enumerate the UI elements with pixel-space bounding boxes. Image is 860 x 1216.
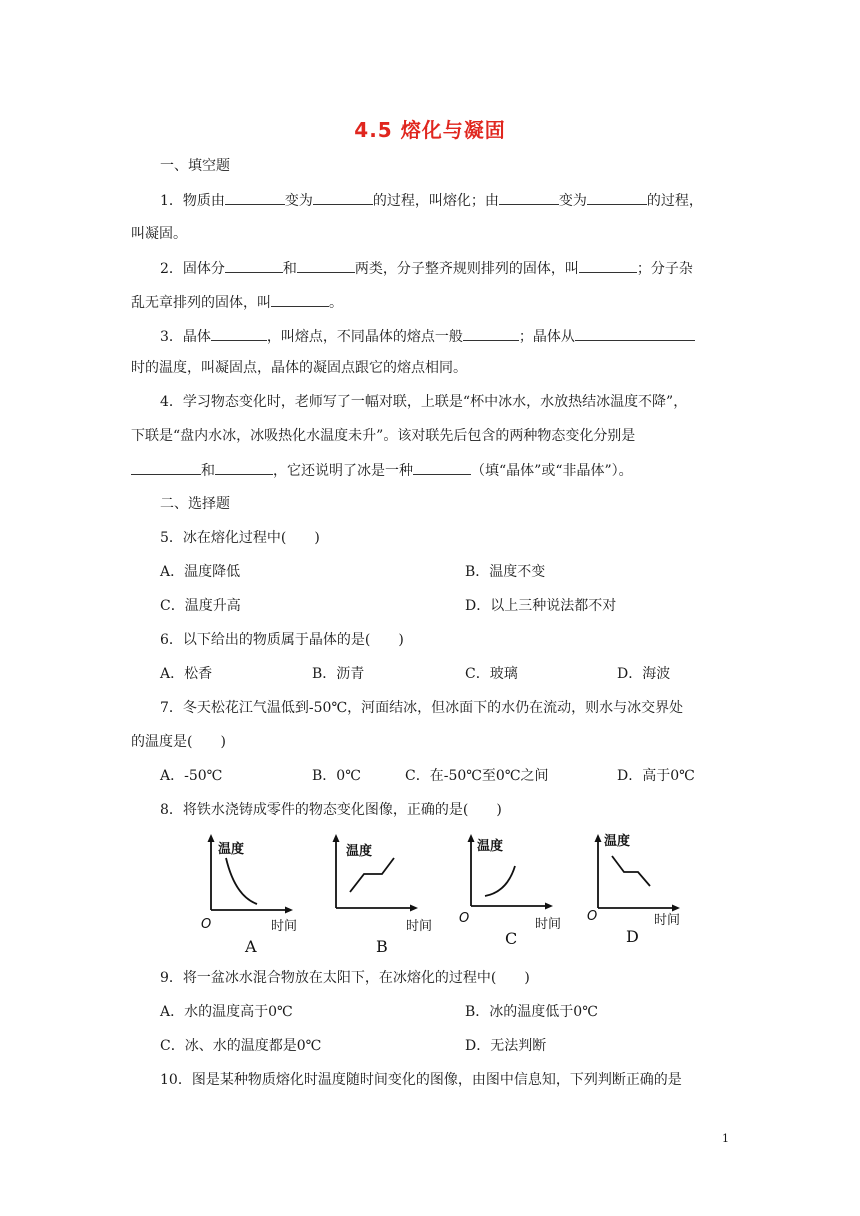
question-4-line-1: 4．学习物态变化时，老师写了一幅对联，上联是“杯中冰水，水放热结冰温度不降”， (160, 394, 688, 410)
y-axis-label: 温度 (346, 844, 373, 859)
y-axis-label: 温度 (477, 839, 504, 854)
q7-option-c[interactable]: C．在-50℃至0℃之间 (405, 768, 549, 784)
q8-graph-d[interactable] (580, 828, 700, 958)
q6-option-d[interactable]: D．海波 (617, 666, 671, 682)
answer-blank[interactable] (579, 258, 637, 273)
question-10-stem: 10．图是某种物质熔化时温度随时间变化的图像，由图中信息知，下列判断正确的是 (160, 1072, 682, 1088)
question-5-stem: 5．冰在熔化过程中( ) (160, 530, 320, 546)
q8-graph-a[interactable] (195, 828, 315, 958)
answer-blank[interactable] (575, 326, 695, 341)
answer-blank[interactable] (131, 460, 201, 475)
answer-blank[interactable] (271, 292, 329, 307)
y-axis-arrow-icon (468, 834, 475, 842)
q6-option-b[interactable]: B．沥青 (312, 666, 365, 682)
q9-option-c[interactable]: C．冰、水的温度都是0℃ (160, 1038, 322, 1054)
q9-option-a[interactable]: A．水的温度高于0℃ (160, 1004, 293, 1020)
origin-label: O (587, 909, 598, 924)
q7-option-a[interactable]: A．-50℃ (160, 768, 223, 784)
question-2-line-2: 乱无章排列的固体，叫 。 (131, 292, 343, 313)
page-title: 4.5 熔化与凝固 (354, 118, 506, 142)
question-3-line-2: 时的温度，叫凝固点，晶体的凝固点跟它的熔点相同。 (131, 360, 467, 376)
x-axis-label: 时间 (271, 919, 298, 934)
y-axis-arrow-icon (333, 834, 340, 842)
question-4-line-3: 和 ，它还说明了冰是一种 （填“晶体”或“非晶体”）。 (131, 460, 633, 481)
q9-option-d[interactable]: D．无法判断 (465, 1038, 547, 1054)
graph-letter: C (505, 929, 518, 948)
question-6-stem: 6．以下给出的物质属于晶体的是( ) (160, 632, 404, 648)
answer-blank[interactable] (211, 326, 267, 341)
answer-blank[interactable] (413, 460, 471, 475)
q9-option-b[interactable]: B．冰的温度低于0℃ (465, 1004, 598, 1020)
page-number: 1 (722, 1132, 729, 1145)
answer-blank[interactable] (215, 460, 273, 475)
x-axis-arrow-icon (410, 905, 418, 912)
q8-graph-c[interactable] (455, 828, 575, 958)
section-heading-fill-in: 一、填空题 (160, 158, 230, 174)
x-axis-label: 时间 (654, 913, 681, 928)
graph-letter: B (376, 937, 388, 956)
answer-blank[interactable] (499, 190, 559, 205)
answer-blank[interactable] (463, 326, 519, 341)
q6-option-c[interactable]: C．玻璃 (465, 666, 518, 682)
origin-label: O (459, 911, 470, 926)
x-axis-arrow-icon (672, 905, 680, 912)
y-axis-label: 温度 (218, 842, 245, 857)
y-axis-label: 温度 (604, 834, 631, 849)
q5-option-d[interactable]: D．以上三种说法都不对 (465, 598, 617, 614)
x-axis-label: 时间 (406, 919, 433, 934)
question-4-line-2: 下联是“盘内水冰，冰吸热化水温度未升”。该对联先后包含的两种物态变化分别是 (131, 428, 636, 444)
answer-blank[interactable] (313, 190, 373, 205)
graph-letter: D (626, 927, 639, 946)
graph-curve (350, 858, 394, 892)
q5-option-c[interactable]: C．温度升高 (160, 598, 241, 614)
question-2-line-1: 2．固体分 和 两类，分子整齐规则排列的固体，叫 ；分子杂 (160, 258, 693, 279)
question-8-stem: 8．将铁水浇铸成零件的物态变化图像，正确的是( ) (160, 802, 502, 818)
x-axis-arrow-icon (545, 903, 553, 910)
q7-option-b[interactable]: B．0℃ (312, 768, 361, 784)
answer-blank[interactable] (225, 190, 285, 205)
question-1-line-1: 1．物质由 变为 的过程，叫熔化；由 变为 的过程， (160, 190, 703, 211)
y-axis-arrow-icon (208, 834, 215, 842)
q5-option-a[interactable]: A．温度降低 (160, 564, 241, 580)
question-1-line-2: 叫凝固。 (131, 226, 187, 242)
q7-option-d[interactable]: D．高于0℃ (617, 768, 695, 784)
q6-option-a[interactable]: A．松香 (160, 666, 213, 682)
x-axis-label: 时间 (535, 917, 562, 932)
graph-curve (226, 858, 257, 904)
x-axis-arrow-icon (285, 907, 293, 914)
answer-blank[interactable] (225, 258, 283, 273)
question-7-line-1: 7．冬天松花江气温低到-50℃，河面结冰，但冰面下的水仍在流动，则水与冰交界处 (160, 700, 684, 716)
q8-graph-b[interactable] (320, 828, 440, 958)
origin-label: O (201, 917, 212, 932)
question-9-stem: 9．将一盆冰水混合物放在太阳下，在冰熔化的过程中( ) (160, 970, 530, 986)
graph-curve (485, 866, 515, 896)
q5-option-b[interactable]: B．温度不变 (465, 564, 546, 580)
answer-blank[interactable] (297, 258, 355, 273)
graph-curve (612, 856, 650, 886)
graph-letter: A (245, 937, 257, 956)
y-axis-arrow-icon (595, 834, 602, 842)
question-7-line-2: 的温度是( ) (131, 734, 226, 750)
question-3-line-1: 3．晶体 ，叫熔点，不同晶体的熔点一般 ；晶体从 (160, 326, 695, 347)
section-heading-choice: 二、选择题 (160, 496, 230, 512)
answer-blank[interactable] (587, 190, 647, 205)
